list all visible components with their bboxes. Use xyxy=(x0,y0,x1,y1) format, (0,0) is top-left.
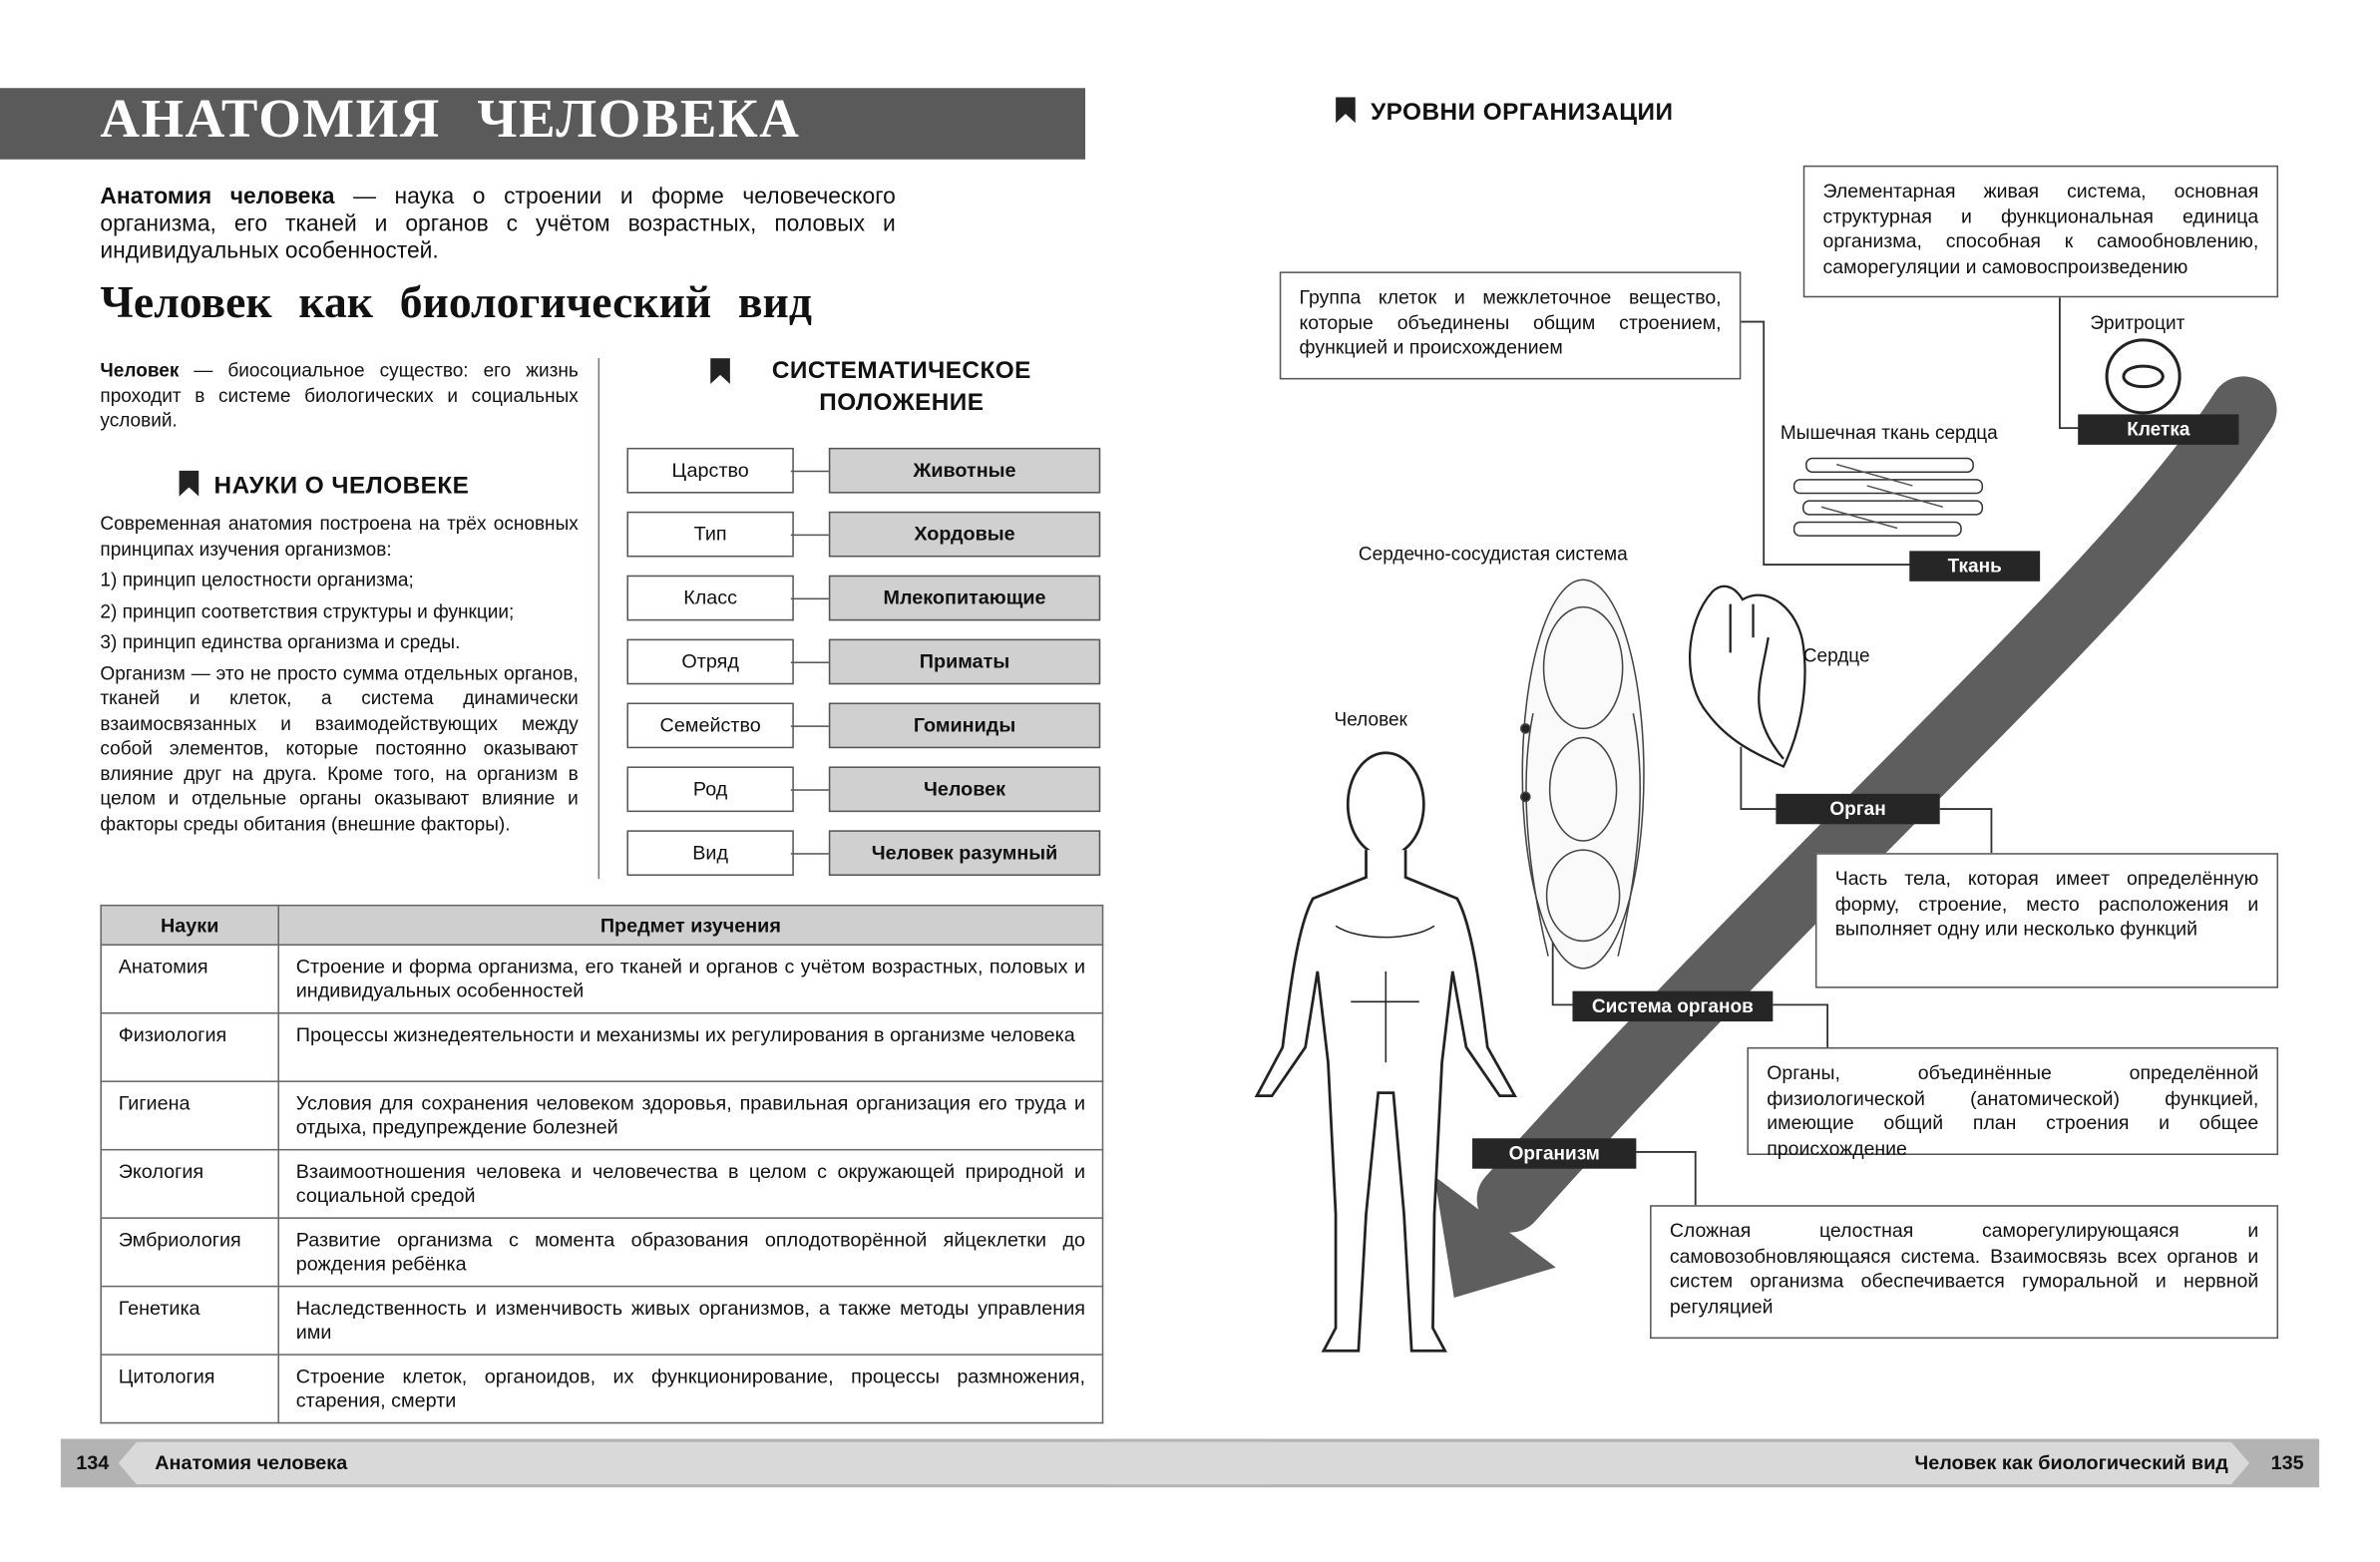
principle-item: 2) принцип соответствия структуры и функции; xyxy=(100,599,515,622)
taxonomy-rank: Царство xyxy=(626,448,793,494)
heart-illustration xyxy=(1690,586,1804,767)
definition-text: — биосоциальное существо: его жизнь проходит в системе биологических и социальных условий. xyxy=(100,359,579,432)
levels-heading-label: УРОВНИ ОРГАНИЗАЦИИ xyxy=(1371,100,1674,127)
organism-description-box: Сложная целостная саморегулирующаяся и самовозобновляющаяся система. Взаимосвязь всех органов и систем организма обеспечивается гуморальной и нервной регуляцией xyxy=(1650,1205,2278,1339)
table-cell-science: Анатомия xyxy=(101,945,278,1012)
table-cell-subject: Наследственность и изменчивость живых организмов, а также методы управления ими xyxy=(278,1287,1102,1355)
tissue-description-box: Группа клеток и межклеточное вещество, которые объединены общим строением, функцией и происхождением xyxy=(1280,271,1742,379)
table-cell-subject: Процессы жизнедеятельности и механизмы их регулирования в организме человека xyxy=(278,1013,1102,1081)
cardio-system-label: Сердечно-сосудистая система xyxy=(1358,543,1628,566)
lead-term: Анатомия человека xyxy=(100,184,335,209)
level-tag-organ-system: Система органов xyxy=(1572,991,1773,1021)
taxonomy-value: Приматы xyxy=(829,639,1100,685)
sciences-heading-label: НАУКИ О ЧЕЛОВЕКЕ xyxy=(213,473,470,500)
principle-item: 1) принцип целостности организма; xyxy=(100,569,414,590)
organism-paragraph: Организм — это не просто сумма отдельных органов, тканей и клеток, а система динамически взаимосвязанных и взаимодействующих между собой элементов, которые постоянно оказывают влияние друг на друга. Кроме того, на организм в целом и отдельные органы оказывают влияние и факторы среды обитания (внешние факторы). xyxy=(100,662,579,835)
table-cell-subject: Взаимоотношения человека и человечества в целом с окружающей природной и социальной средой xyxy=(278,1150,1102,1218)
principles-intro: Современная анатомия построена на трёх основных принципах изучения организмов: xyxy=(100,513,579,560)
taxonomy-value: Млекопитающие xyxy=(829,576,1100,621)
taxonomy-rank: Вид xyxy=(626,830,793,876)
erythrocyte-illustration xyxy=(2107,340,2180,413)
taxonomy-value: Хордовые xyxy=(829,512,1100,558)
taxonomy-rank: Семейство xyxy=(626,703,793,749)
heart-muscle-label: Мышечная ткань сердца xyxy=(1780,422,1998,444)
level-tag-tissue: Ткань xyxy=(1909,551,2040,581)
page-number-left: 134 xyxy=(76,1450,110,1474)
footer-title-right: Человек как биологический вид xyxy=(1914,1450,2228,1474)
table-cell-subject: Развитие организма с момента образования оплодотворённой яйцеклетки до рождения ребёнка xyxy=(278,1218,1102,1286)
table-header-cell: Предмет изучения xyxy=(278,906,1102,946)
page-number-right: 135 xyxy=(2270,1450,2304,1474)
level-tag-cell: Клетка xyxy=(2078,414,2238,444)
definition-term: Человек xyxy=(100,359,180,381)
table-cell-science: Физиология xyxy=(101,1013,278,1081)
principle-item: 3) принцип единства организма и среды. xyxy=(100,631,461,653)
table-header-cell: Науки xyxy=(101,906,278,946)
cardiovascular-illustration xyxy=(1521,580,1644,969)
taxonomy-rank: Класс xyxy=(626,576,793,621)
table-cell-science: Экология xyxy=(101,1150,278,1218)
systematic-heading-label: СИСТЕМАТИЧЕСКОЕ ПОЛОЖЕНИЕ xyxy=(771,358,1031,416)
lead-text: — наука о строении и форме человеческого организма, его тканей и органов с учётом возрастных, половых и индивидуальных особенностей. xyxy=(100,184,896,264)
table-cell-subject: Строение клеток, органоидов, их функционирование, процессы размножения, старения, смерти xyxy=(278,1355,1102,1422)
human-label: Человек xyxy=(1334,708,1407,730)
organ-system-description-box: Органы, объединённые определённой физиологической (анатомической) функцией, имеющие общий план строения и общее происхождение xyxy=(1747,1047,2278,1155)
footer-title-left: Анатомия человека xyxy=(155,1450,348,1474)
taxonomy-value: Человек разумный xyxy=(829,830,1100,876)
level-tag-organism: Организм xyxy=(1472,1138,1636,1168)
table-cell-science: Гигиена xyxy=(101,1081,278,1149)
table-cell-science: Генетика xyxy=(101,1287,278,1355)
table-cell-subject: Строение и форма организма, его тканей и органов с учётом возрастных, половых и индивидуальных особенностей xyxy=(278,945,1102,1012)
table-cell-science: Эмбриология xyxy=(101,1218,278,1286)
erythrocyte-label: Эритроцит xyxy=(2090,312,2185,334)
table-cell-science: Цитология xyxy=(101,1355,278,1422)
taxonomy-value: Животные xyxy=(829,448,1100,494)
page-title: АНАТОМИЯ ЧЕЛОВЕКА xyxy=(100,88,801,150)
taxonomy-rank: Род xyxy=(626,766,793,812)
section-title: Человек как биологический вид xyxy=(100,277,812,328)
taxonomy-value: Гоминиды xyxy=(829,703,1100,749)
level-tag-organ: Орган xyxy=(1776,794,1939,824)
taxonomy-value: Человек xyxy=(829,766,1100,812)
heart-label: Сердце xyxy=(1802,644,1870,667)
table-cell-subject: Условия для сохранения человеком здоровья, правильная организация его труда и отдыха, предупреждение болезней xyxy=(278,1081,1102,1149)
heart-muscle-illustration xyxy=(1794,459,1983,537)
taxonomy-rank: Отряд xyxy=(626,639,793,685)
organ-description-box: Часть тела, которая имеет определённую форму, строение, место расположения и выполняет одну или несколько функций xyxy=(1815,853,2278,987)
cell-description-box: Элементарная живая система, основная структурная и функциональная единица организма, способная к самообновлению, саморегуляции и самовоспроизведению xyxy=(1803,166,2278,297)
taxonomy-rank: Тип xyxy=(626,512,793,558)
